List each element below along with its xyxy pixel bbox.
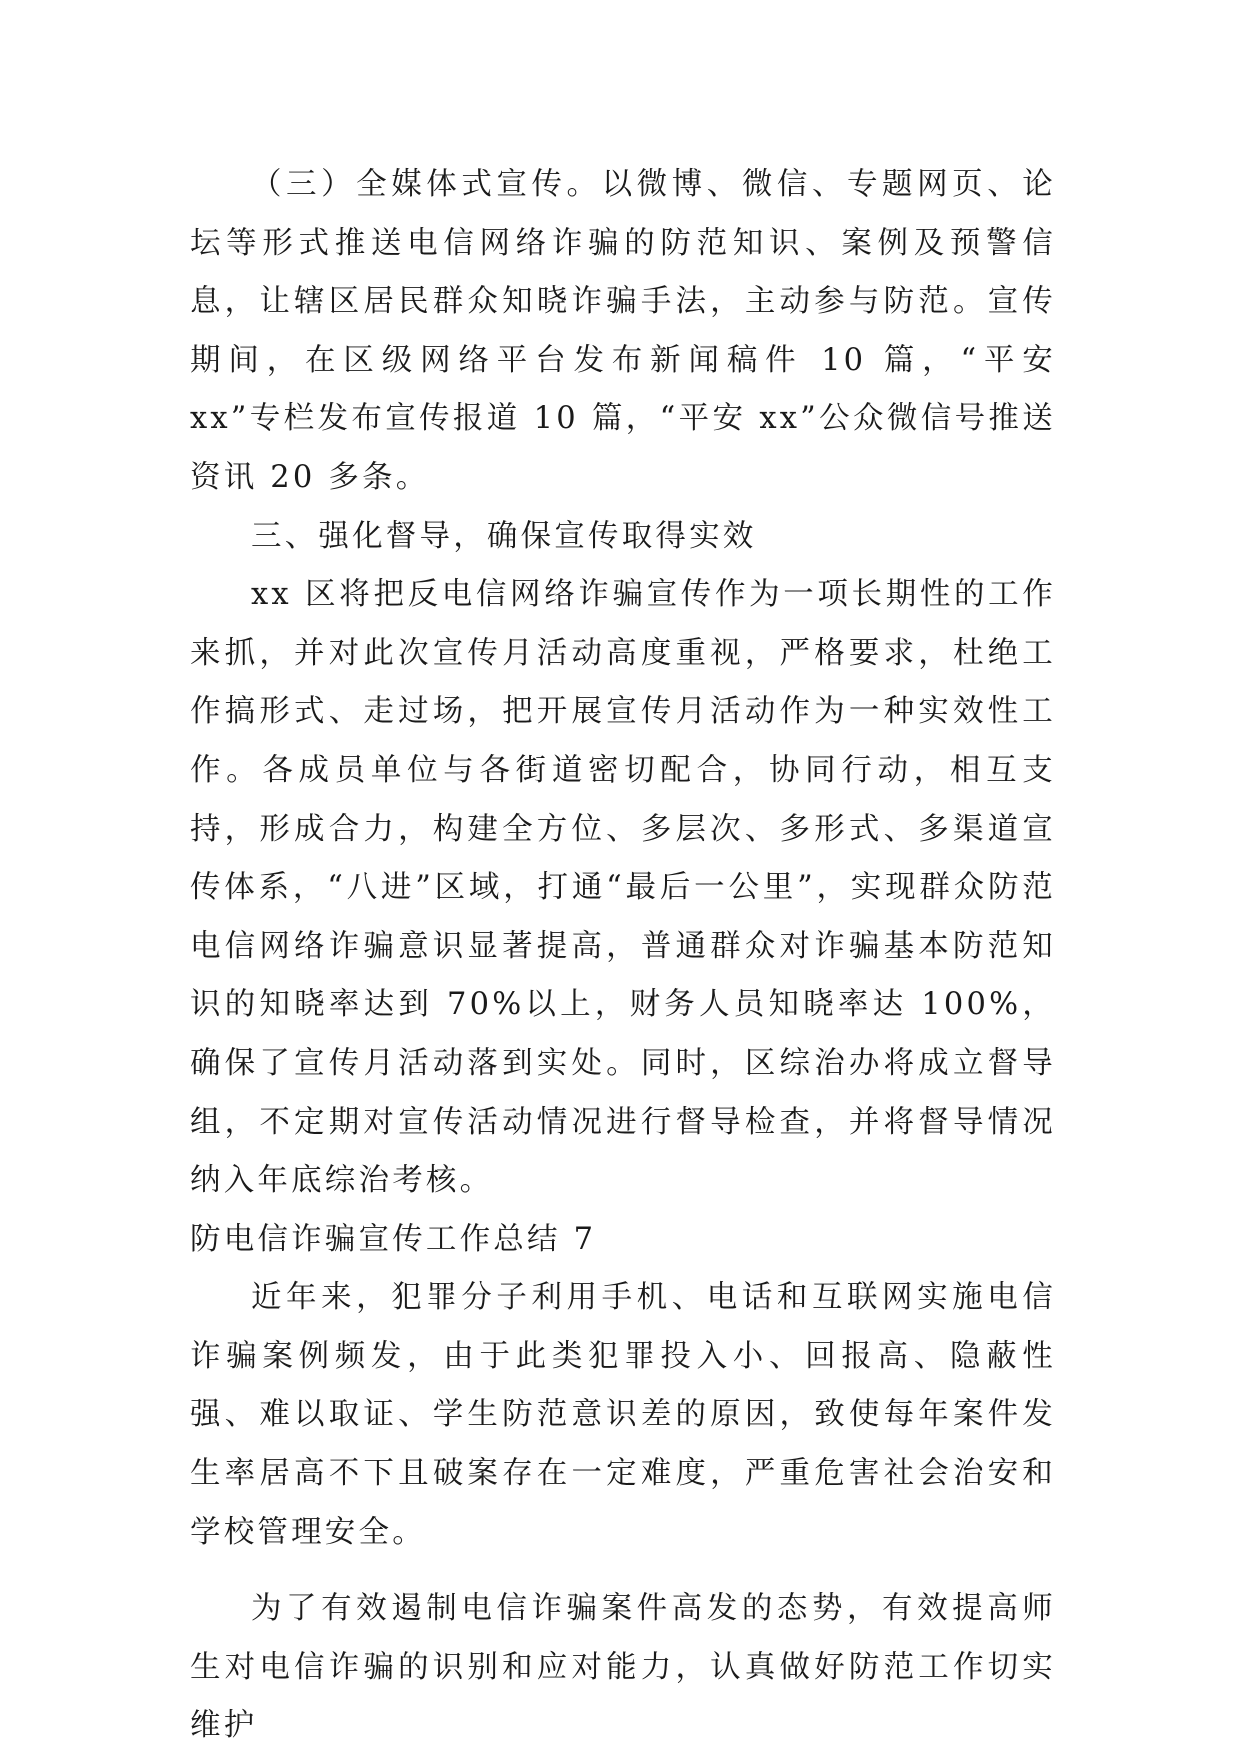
section-heading-supervision: 三、强化督导，确保宣传取得实效: [251, 518, 757, 554]
paragraph-media-publicity: （三）全媒体式宣传。以微博、微信、专题网页、论坛等形式推送电信网络诈骗的防范知识、案例及预警信息，让辖区居民群众知晓诈骗手法，主动参与防范。宣传期间，在区级网络平台发布新闻稿件 10 篇，“平安 xx”专栏发布宣传报道 10 篇，“平安 xx”公众微信号推送资讯 20 多条。: [190, 167, 1056, 495]
paragraph-spacer: [190, 1562, 1056, 1580]
document-body: [190, 156, 1056, 1756]
summary-title: 防电信诈骗宣传工作总结 7: [190, 1221, 597, 1257]
paragraph-background: 近年来，犯罪分子利用手机、电话和互联网实施电信诈骗案例频发，由于此类犯罪投入小、回报高、隐蔽性强、难以取证、学生防范意识差的原因，致使每年案件发生率居高不下且破案存在一定难度，严重危害社会治安和学校管理安全。: [190, 1280, 1056, 1550]
paragraph-supervision: xx 区将把反电信网络诈骗宣传作为一项长期性的工作来抓，并对此次宣传月活动高度重视，严格要求，杜绝工作搞形式、走过场，把开展宣传月活动作为一种实效性工作。各成员单位与各街道密切配合，协同行动，相互支持，形成合力，构建全方位、多层次、多形式、多渠道宣传体系，“八进”区域，打通“最后一公里”，实现群众防范电信网络诈骗意识显著提高，普通群众对诈骗基本防范知识的知晓率达到 70%以上，财务人员知晓率达 100%，确保了宣传月活动落到实处。同时，区综治办将成立督导组，不定期对宣传活动情况进行督导检查，并将督导情况纳入年底综治考核。: [190, 577, 1056, 1199]
paragraph-purpose: 为了有效遏制电信诈骗案件高发的态势，有效提高师生对电信诈骗的识别和应对能力，认真做好防范工作切实维护: [190, 1591, 1056, 1744]
